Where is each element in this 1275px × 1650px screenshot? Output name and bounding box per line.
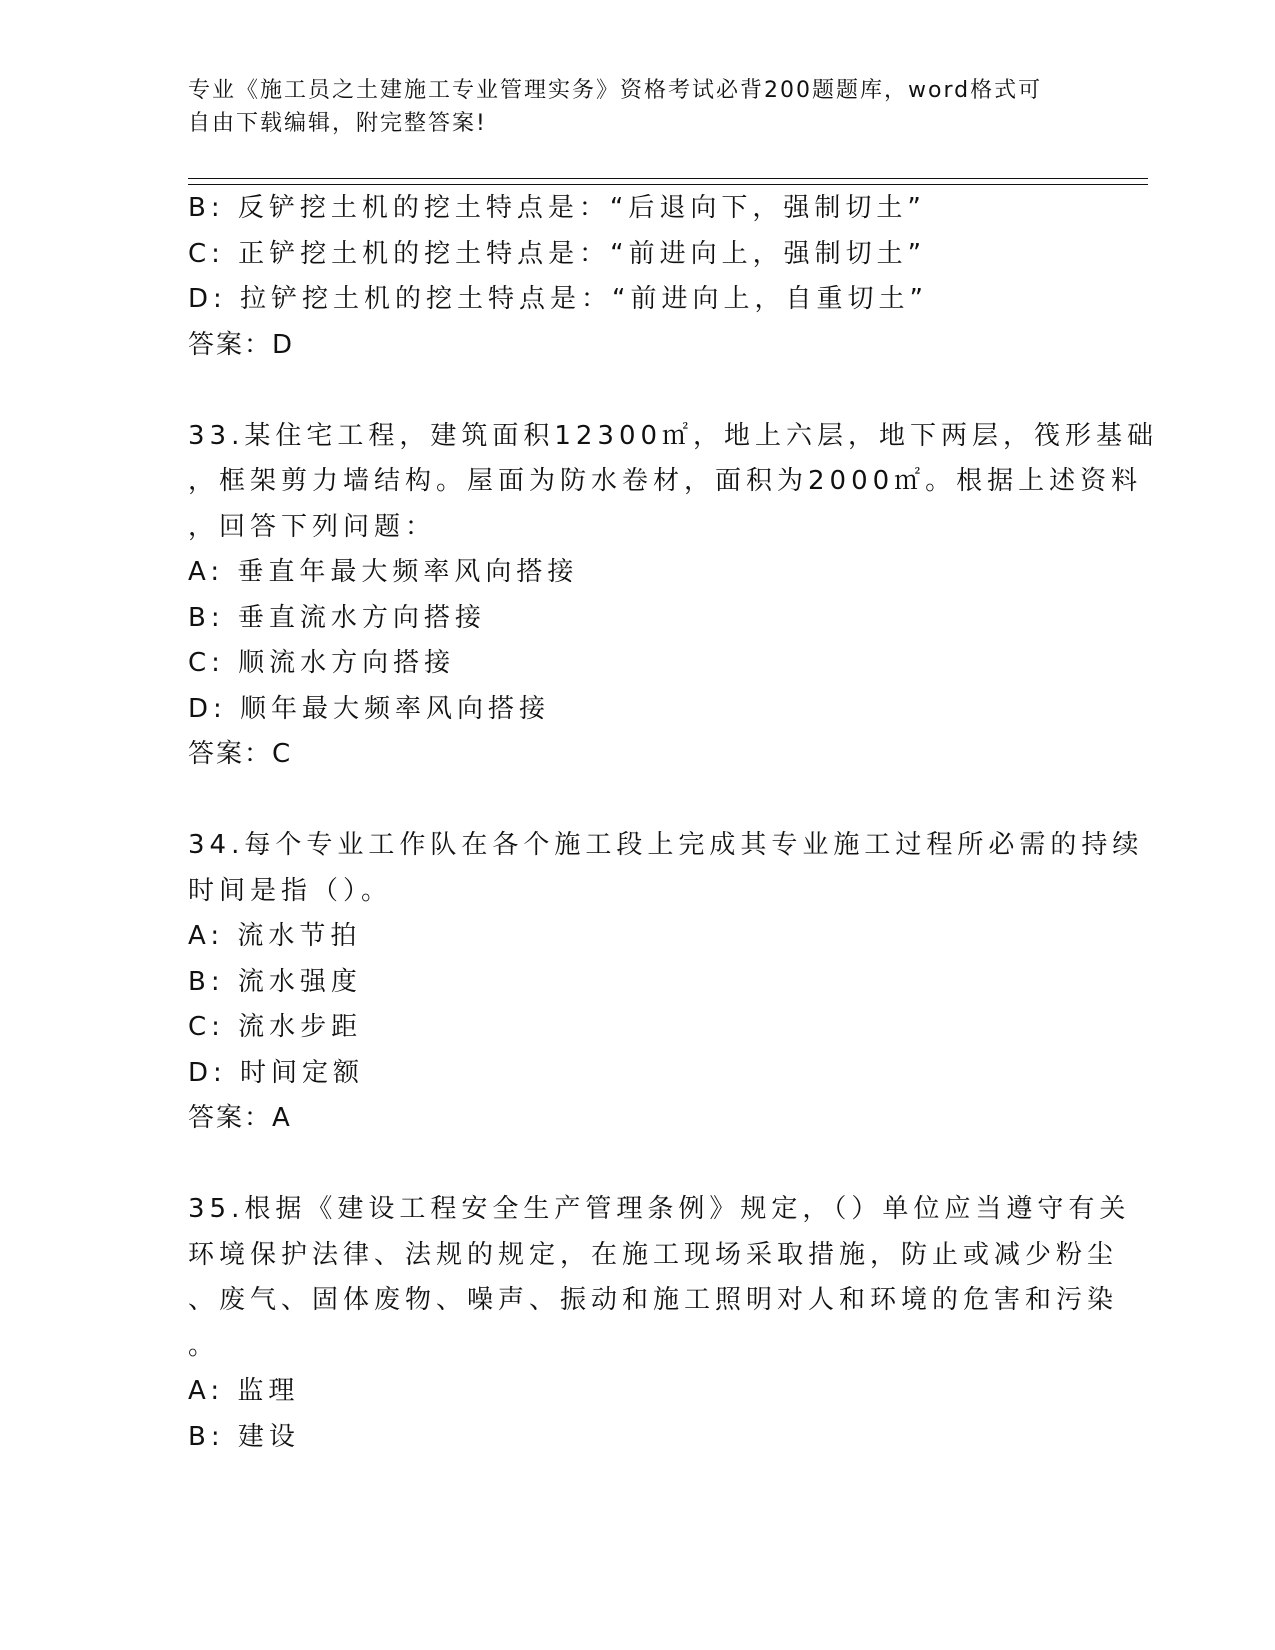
option-b: B: 垂直流水方向搭接 xyxy=(188,602,486,633)
question-text-line: 34.每个专业工作队在各个施工段上完成其专业施工过程所必需的持续 xyxy=(188,830,1144,860)
option-b: B: 反铲挖土机的挖土特点是：“后退向下，强制切土” xyxy=(188,193,926,223)
spacer xyxy=(188,368,1088,414)
answer-line: 答案：A xyxy=(188,1103,292,1133)
question-text-line: 时间是指（）。 xyxy=(188,875,393,906)
header-divider-top xyxy=(188,178,1148,179)
option-a: A: 流水节拍 xyxy=(188,921,362,951)
question-text-line: 、废气、固体废物、噪声、振动和施工照明对人和环境的危害和污染 xyxy=(188,1285,1119,1315)
header-divider-bottom xyxy=(188,184,1148,185)
document-body xyxy=(188,186,1159,1460)
spacer xyxy=(188,778,1088,824)
option-b: B: 建设 xyxy=(188,1421,300,1452)
spacer xyxy=(188,1142,1088,1188)
option-a: A: 垂直年最大频率风向搭接 xyxy=(188,557,579,587)
option-a: A: 监理 xyxy=(188,1376,300,1406)
answer-line: 答案：D xyxy=(188,329,295,360)
option-d: D: 时间定额 xyxy=(188,1057,365,1088)
question-block-34 xyxy=(188,823,1144,1142)
option-c: C: 正铲挖土机的挖土特点是：“前进向上，强制切土” xyxy=(188,238,927,269)
question-text-line: ，回答下列问题： xyxy=(188,511,437,542)
answer-line: 答案：C xyxy=(188,739,293,769)
option-d: D: 拉铲挖土机的挖土特点是：“前进向上，自重切土” xyxy=(188,284,928,314)
question-text-line: 33.某住宅工程，建筑面积12300㎡，地上六层，地下两层，筏形基础 xyxy=(188,420,1159,451)
header-line-1: 专业《施工员之土建施工专业管理实务》资格考试必背200题题库，word格式可 xyxy=(188,78,1043,103)
question-text-line: ，框架剪力墙结构。屋面为防水卷材，面积为2000㎡。根据上述资料 xyxy=(188,466,1143,496)
document-header xyxy=(188,74,1068,140)
option-c: C: 流水步距 xyxy=(188,1012,363,1042)
question-text-line: 。 xyxy=(188,1330,220,1361)
option-d: D: 顺年最大频率风向搭接 xyxy=(188,693,551,724)
option-b: B: 流水强度 xyxy=(188,966,362,997)
question-block-prev xyxy=(188,186,1088,368)
question-text-line: 35.根据《建设工程安全生产管理条例》规定，（）单位应当遵守有关 xyxy=(188,1194,1131,1224)
header-line-2: 自由下载编辑，附完整答案! xyxy=(188,111,487,136)
question-block-35 xyxy=(188,1187,1131,1460)
question-text-line: 环境保护法律、法规的规定，在施工现场采取措施，防止或减少粉尘 xyxy=(188,1239,1119,1270)
option-c: C: 顺流水方向搭接 xyxy=(188,648,456,678)
question-block-33 xyxy=(188,414,1159,778)
